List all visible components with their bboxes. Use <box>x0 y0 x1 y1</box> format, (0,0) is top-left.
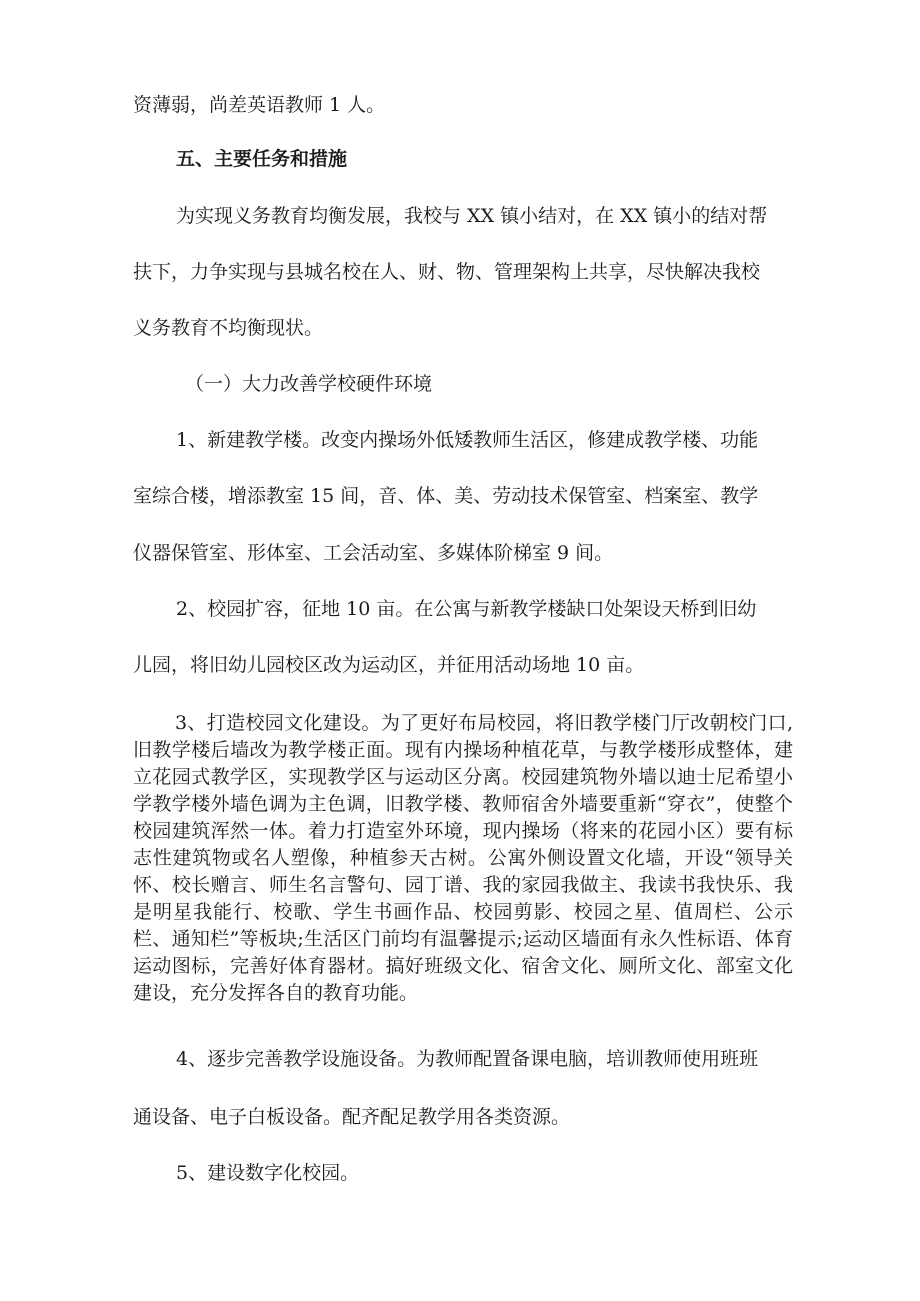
text-line-continuation: 资薄弱，尚差英语教师 1 人。 <box>133 94 386 116</box>
text-line: 5、建设数字化校园。 <box>176 1162 360 1184</box>
text-line: 1、新建教学楼。改变内操场外低矮教师生活区，修建成教学楼、功能 <box>176 429 759 451</box>
text-line: 4、逐步完善教学设施设备。为教师配置备课电脑，培训教师使用班班 <box>176 1048 759 1070</box>
text-line: 义务教育不均衡现状。 <box>133 317 324 339</box>
text-line: 2、校园扩容，征地 10 亩。在公寓与新教学楼缺口处架设天桥到旧幼 <box>176 598 757 620</box>
text-line: 为实现义务教育均衡发展，我校与 XX 镇小结对，在 XX 镇小的结对帮 <box>176 205 768 227</box>
text-line: 仪器保管室、形体室、工会活动室、多媒体阶梯室 9 间。 <box>133 542 614 564</box>
text-line: 通设备、电子白板设备。配齐配足教学用各类资源。 <box>133 1106 571 1128</box>
paragraph-culture-construction: 3、打造校园文化建设。为了更好布局校园，将旧教学楼门厅改朝校门口,旧教学楼后墙改为教学楼正面。现有内操场种植花草，与教学楼形成整体，建立花园式教学区，实现教学区与运动区分离。校园建筑物外墙以迪士尼希望小学教学楼外墙色调为主色调，旧教学楼、教师宿舍外墙要重新“穿衣”，使整个校园建筑浑然一体。着力打造室外环境，现内操场（将来的花园小区）要有标志性建筑物或名人塑像，种植参天古树。公寓外侧设置文化墙，开设“领导关怀、校长赠言、师生名言警句、园丁谱、我的家园我做主、我读书我快乐、我是明星我能行、校歌、学生书画作品、校园剪影、校园之星、值周栏、公示栏、通知栏”等板块;生活区门前均有温馨提示;运动区墙面有永久性标语、体育运动图标，完善好体育器材。搞好班级文化、宿舍文化、厕所文化、部室文化建设，充分发挥各自的教育功能。 <box>133 712 793 1004</box>
subsection-heading: （一）大力改善学校硬件环境 <box>185 373 433 395</box>
section-heading: 五、主要任务和措施 <box>176 148 348 170</box>
text-line: 儿园，将旧幼儿园校区改为运动区，并征用活动场地 10 亩。 <box>133 654 645 676</box>
text-line: 室综合楼，增添教室 15 间，音、体、美、劳动技术保管室、档案室、教学 <box>133 485 759 507</box>
text-line: 扶下，力争实现与县城名校在人、财、物、管理架构上共享，尽快解决我校 <box>133 261 761 283</box>
